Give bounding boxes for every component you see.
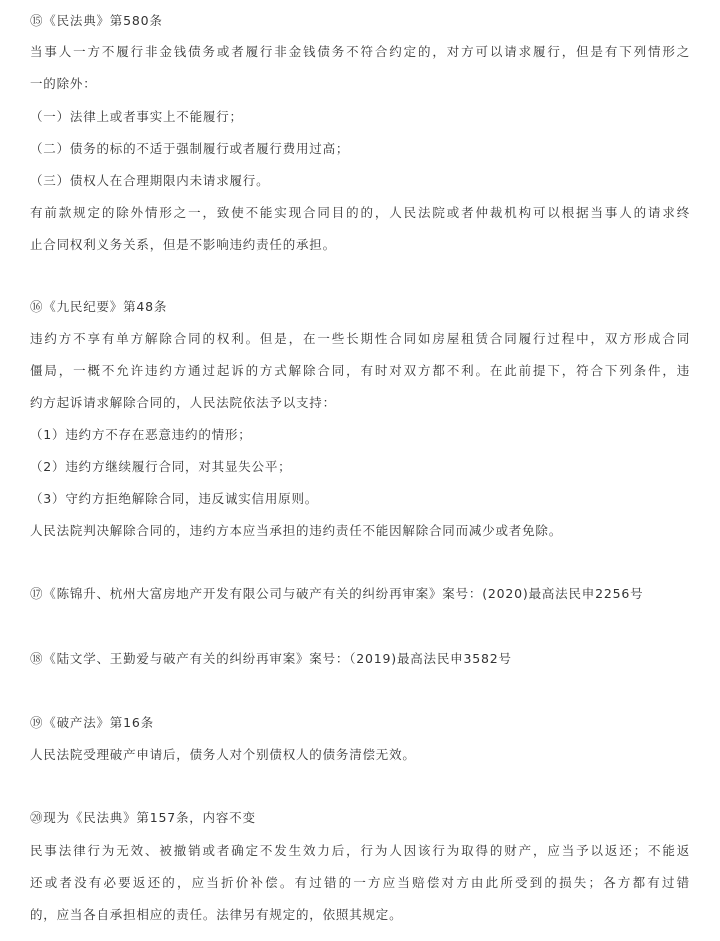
footnote-heading: ⑳现为《民法典》第157条，内容不变: [30, 810, 256, 825]
footnote-heading: ⑱《陆文学、王勤爱与破产有关的纠纷再审案》案号：（2019)最高法民申3582号: [30, 651, 512, 666]
footnote-heading: ⑯《九民纪要》第48条: [30, 299, 168, 314]
text-line: （2）违约方继续履行合同，对其显失公平；: [30, 459, 292, 474]
text-line: 一的除外：: [30, 76, 97, 91]
text-line: （一）法律上或者事实上不能履行；: [30, 109, 243, 124]
text-line: 还或者没有必要返还的，应当折价补偿。有过错的一方应当赔偿对方由此所受到的损失；各方都有过错: [30, 875, 690, 890]
footnote-heading: ⑮《民法典》第580条: [30, 13, 163, 28]
text-line: 人民法院判决解除合同的，违约方本应当承担的违约责任不能因解除合同而减少或者免除。: [30, 523, 563, 538]
text-line: 僵局，一概不允许违约方通过起诉的方式解除合同，有时对双方都不利。在此前提下，符合下列条件，违: [30, 363, 690, 378]
text-line: （1）违约方不存在恶意违约的情形；: [30, 427, 252, 442]
text-line: （二）债务的标的不适于强制履行或者履行费用过高；: [30, 141, 350, 156]
text-line: 约方起诉请求解除合同的，人民法院依法予以支持：: [30, 395, 336, 410]
footnote-heading: ⑰《陈锦升、杭州大富房地产开发有限公司与破产有关的纠纷再审案》案号：(2020)最高法民申2256号: [30, 586, 644, 601]
text-line: 人民法院受理破产申请后，债务人对个别债权人的债务清偿无效。: [30, 747, 416, 762]
text-line: （三）债权人在合理期限内未请求履行。: [30, 173, 270, 188]
text-line: 当事人一方不履行非金钱债务或者履行非金钱债务不符合约定的，对方可以请求履行，但是有下列情形之: [30, 44, 690, 59]
text-line: 止合同权利义务关系，但是不影响违约责任的承担。: [30, 237, 336, 252]
text-line: 的，应当各自承担相应的责任。法律另有规定的，依照其规定。: [30, 907, 403, 922]
text-line: （3）守约方拒绝解除合同，违反诚实信用原则。: [30, 491, 319, 506]
text-line: 有前款规定的除外情形之一，致使不能实现合同目的的，人民法院或者仲裁机构可以根据当事人的请求终: [30, 205, 690, 220]
text-line: 违约方不享有单方解除合同的权利。但是，在一些长期性合同如房屋租赁合同履行过程中，双方形成合同: [30, 331, 690, 346]
footnote-heading: ⑲《破产法》第16条: [30, 715, 154, 730]
text-line: 民事法律行为无效、被撤销或者确定不发生效力后，行为人因该行为取得的财产，应当予以返还；不能返: [30, 843, 690, 858]
